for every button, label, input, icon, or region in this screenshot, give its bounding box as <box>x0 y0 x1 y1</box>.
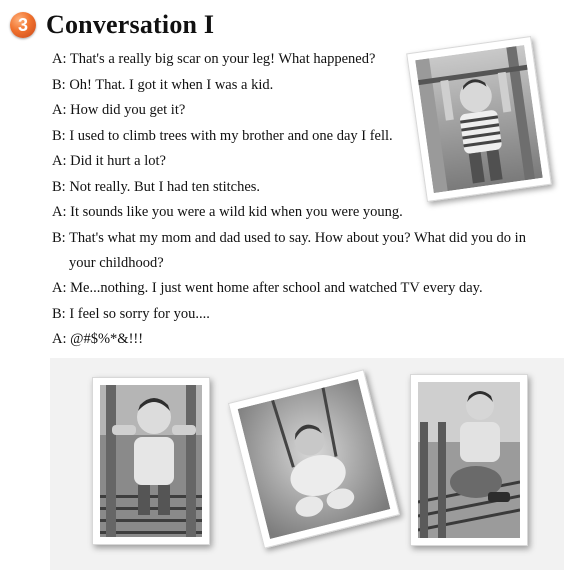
dialogue-line: B: Not really. But I had ten stitches. <box>52 178 261 195</box>
dialogue-line: A: @#$%*&!!! <box>52 331 144 347</box>
dialogue-line: A: That's a really big scar on your leg! What happened? <box>52 51 376 67</box>
dialogue-line: B: I feel so sorry for you.... <box>52 305 210 322</box>
child-leaning-image <box>100 385 202 537</box>
photo-boy-on-bars <box>406 36 552 202</box>
dialogue-line: A: Me...nothing. I just went home after school and watched TV every day. <box>52 280 483 296</box>
section-number-badge: 3 <box>10 12 36 38</box>
child-climbing-image <box>418 382 520 538</box>
child-on-swing-image <box>238 379 391 539</box>
dialogue-line: A: It sounds like you were a wild kid when you were young. <box>52 204 403 220</box>
boy-on-bars-image <box>415 45 543 193</box>
dialogue-line-continuation: your childhood? <box>69 254 164 271</box>
section-title: Conversation I <box>46 10 215 39</box>
dialogue-line: B: Oh! That. I got it when I was a kid. <box>52 76 274 93</box>
dialogue-line: A: How did you get it? <box>52 102 186 118</box>
photo-child-climbing <box>410 374 528 546</box>
photo-child-leaning <box>92 377 210 545</box>
dialogue-line: B: I used to climb trees with my brother and one day I fell. <box>52 127 393 144</box>
dialogue-line: B: That's what my mom and dad used to say. How about you? What did you do in your childhood? <box>52 229 567 272</box>
section-header <box>10 8 214 42</box>
dialogue-line: A: Did it hurt a lot? <box>52 153 166 169</box>
